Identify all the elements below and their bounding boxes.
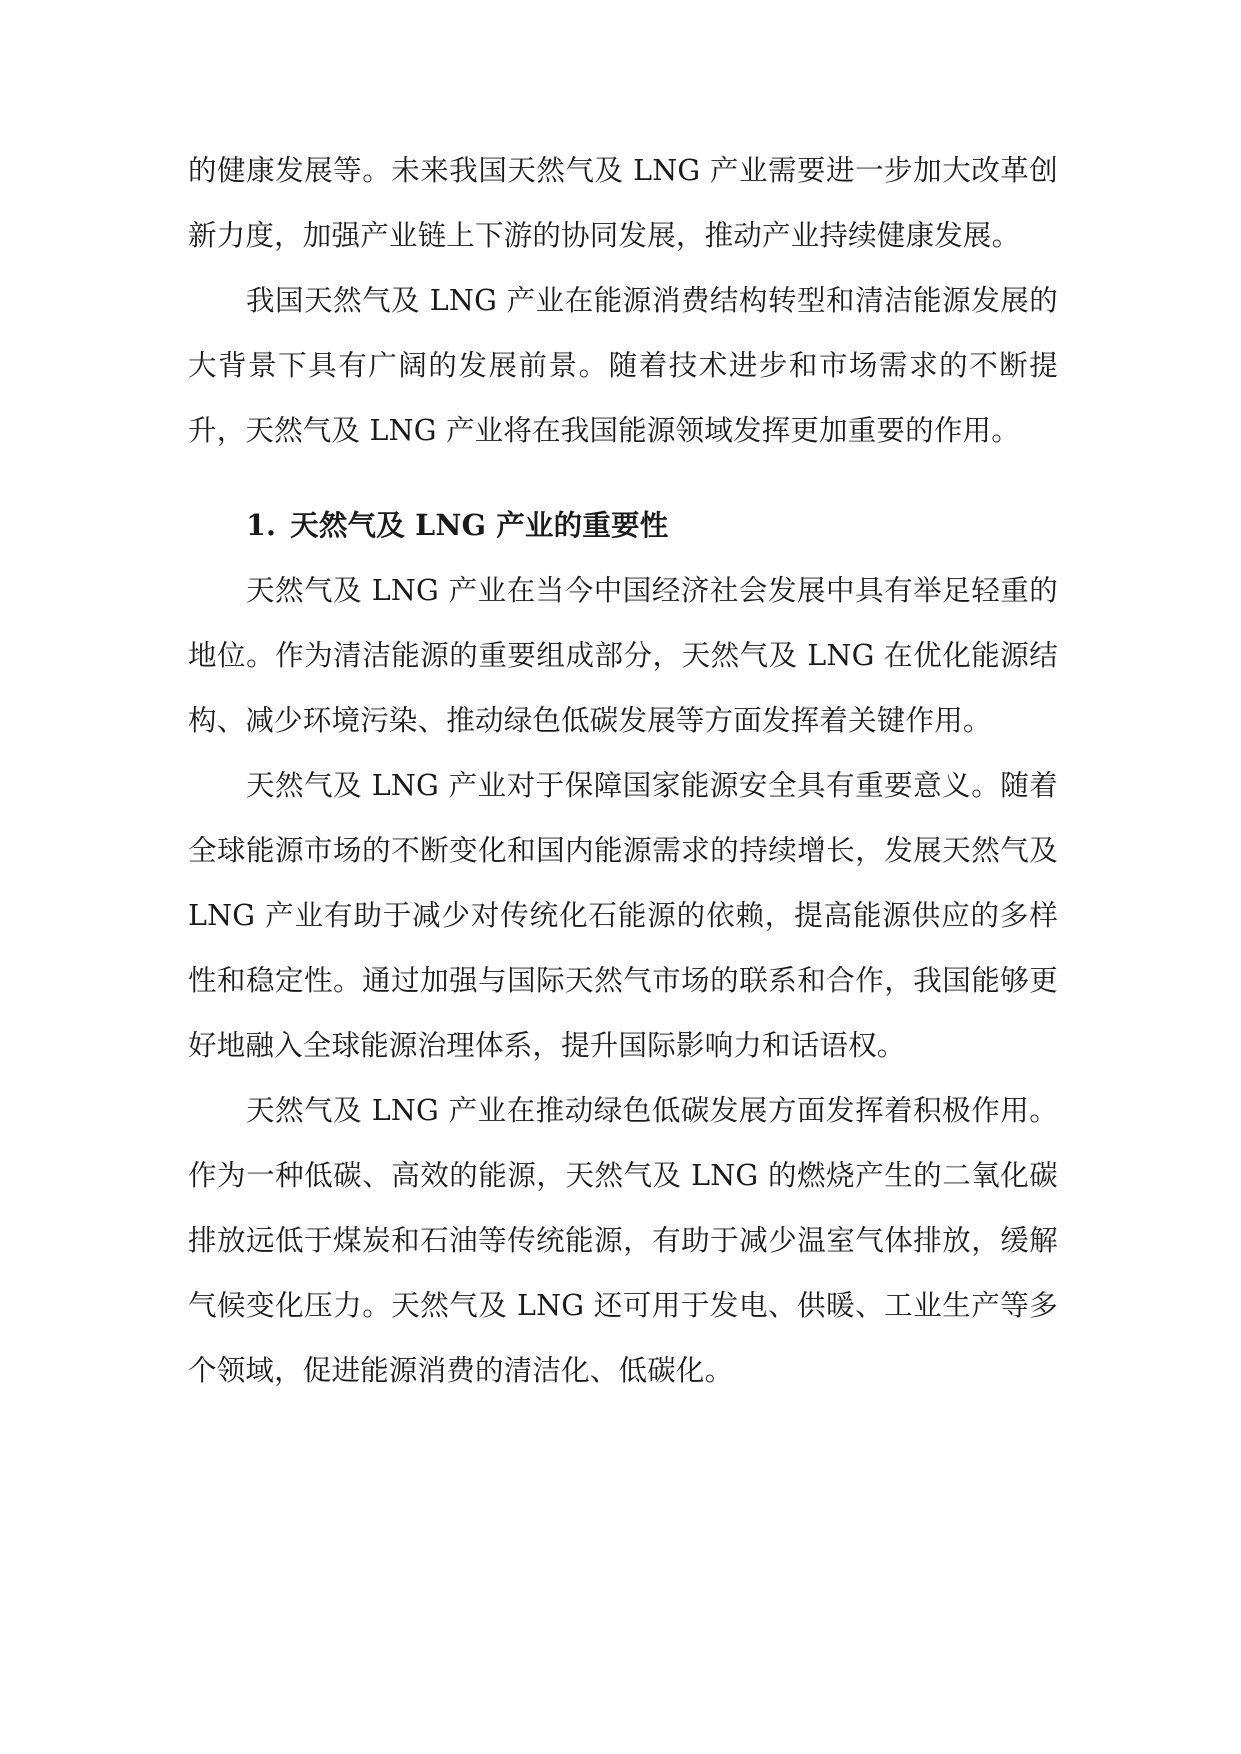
paragraph-importance: 天然气及 LNG 产业在当今中国经济社会发展中具有举足轻重的地位。作为清洁能源的重要组成部分，天然气及 LNG 在优化能源结构、减少环境污染、推动绿色低碳发展等方面发挥着关键作用。	[188, 574, 1058, 737]
paragraph-continuation: 的健康发展等。未来我国天然气及 LNG 产业需要进一步加大改革创新力度，加强产业链上下游的协同发展，推动产业持续健康发展。	[188, 154, 1058, 252]
paragraph-low-carbon: 天然气及 LNG 产业在推动绿色低碳发展方面发挥着积极作用。作为一种低碳、高效的能源，天然气及 LNG 的燃烧产生的二氧化碳排放远低于煤炭和石油等传统能源，有助于减少温室气体排放，缓解气候变化压力。天然气及 LNG 还可用于发电、供暖、工业生产等多个领域，促进能源消费的清洁化、低碳化。	[188, 1094, 1058, 1387]
paragraph-outlook: 我国天然气及 LNG 产业在能源消费结构转型和清洁能源发展的大背景下具有广阔的发展前景。随着技术进步和市场需求的不断提升，天然气及 LNG 产业将在我国能源领域发挥更加重要的作用。	[188, 284, 1058, 447]
section-heading	[188, 493, 1058, 558]
paragraph-energy-security: 天然气及 LNG 产业对于保障国家能源安全具有重要意义。随着全球能源市场的不断变化和国内能源需求的持续增长，发展天然气及 LNG 产业有助于减少对传统化石能源的依赖，提高能源供应的多样性和稳定性。通过加强与国际天然气市场的联系和合作，我国能够更好地融入全球能源治理体系，提升国际影响力和话语权。	[188, 769, 1058, 1062]
document-body	[188, 138, 1058, 1403]
section-title: 天然气及 LNG 产业的重要性	[290, 508, 669, 542]
section-number: 1.	[246, 508, 277, 542]
